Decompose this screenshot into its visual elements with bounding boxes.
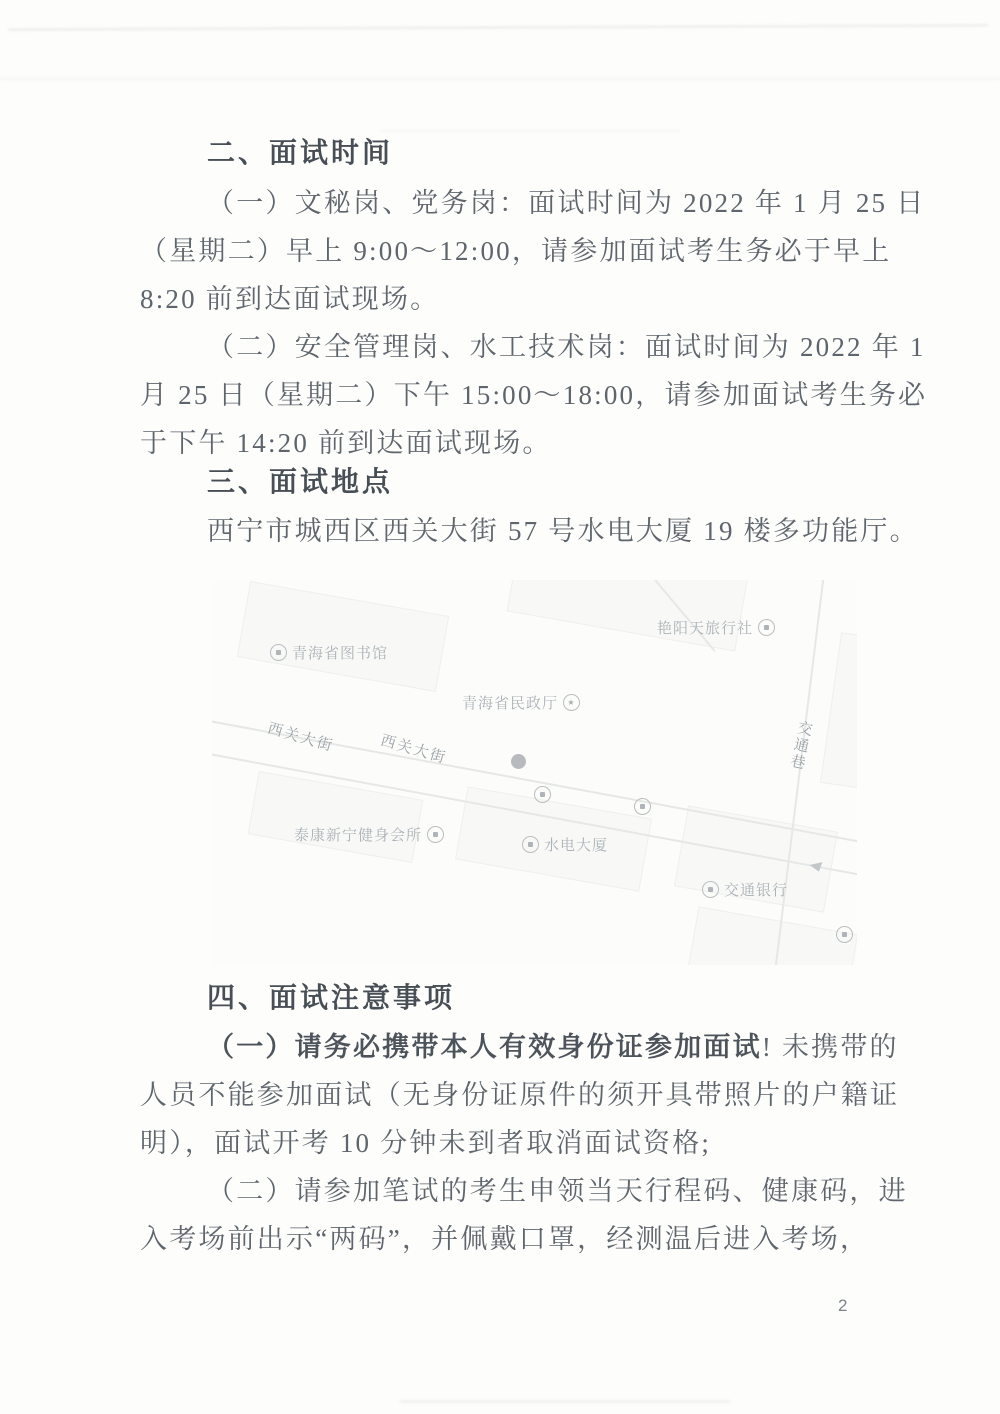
scan-artifact [0, 78, 1000, 80]
paragraph-line: 入考场前出示“两码”，并佩戴口罩，经测温后进入考场， [140, 1224, 870, 1254]
map-block [248, 771, 424, 863]
bus-stop-icon [634, 798, 651, 815]
paragraph-line: 月 25 日（星期二）下午 15:00～18:00，请参加面试考生务必 [140, 380, 928, 410]
gym-icon [427, 826, 444, 843]
map-poi-label: 青海省民政厅 [462, 695, 559, 712]
scan-artifact [380, 130, 680, 132]
cafe-icon [836, 926, 853, 943]
paragraph-line: 于下午 14:20 前到达面试现场。 [140, 428, 552, 458]
scan-artifact [8, 24, 988, 31]
travel-agency-icon [758, 619, 775, 636]
map-poi-gym [294, 824, 444, 845]
notes-bold-text: （一）请务必携带本人有效身份证参加面试 [207, 1032, 762, 1062]
section-heading-interview-notes: 四、面试注意事项 [207, 983, 456, 1014]
paragraph-line: 人员不能参加面试（无身份证原件的须开具带照片的户籍证 [140, 1080, 900, 1110]
map-poi-shuidian-tower [522, 834, 608, 855]
map-poi-label: 泰康新宁健身会所 [294, 827, 423, 844]
bus-stop-icon [534, 786, 551, 803]
map-poi-civil-affairs [462, 692, 580, 713]
paragraph-line: 西宁市城西区西关大街 57 号水电大厦 19 楼多功能厅。 [207, 516, 919, 546]
paragraph-line: （二）安全管理岗、水工技术岗：面试时间为 2022 年 1 [207, 332, 926, 362]
map-block [237, 581, 449, 692]
map-poi-label: 水电大厦 [544, 837, 609, 854]
notes-regular-text: ! 未携带的 [761, 1032, 899, 1062]
map-poi-label: 艳阳天旅行社 [657, 620, 754, 637]
paragraph-line: （二）请参加笔试的考生申领当天行程码、健康码，进 [207, 1176, 908, 1206]
venue-location-dot [511, 754, 526, 769]
paragraph-line: 明），面试开考 10 分钟未到者取消面试资格; [140, 1128, 712, 1158]
section-heading-interview-place: 三、面试地点 [207, 467, 394, 498]
paragraph-line: （星期二）早上 9:00～12:00，请参加面试考生务必于早上 [140, 236, 892, 266]
map-bus-stop [634, 798, 651, 815]
section-heading-interview-time: 二、面试时间 [207, 138, 394, 169]
page-number: 2 [838, 1296, 848, 1315]
paragraph-line: 8:20 前到达面试现场。 [140, 284, 440, 314]
map-block [507, 580, 750, 652]
paragraph-line [207, 1032, 899, 1062]
map-poi-library [270, 642, 388, 663]
bank-icon [702, 881, 719, 898]
map-poi-label: 青海省图书馆 [292, 645, 389, 662]
map-poi-label: 交通银行 [724, 882, 789, 899]
scan-artifact [400, 1400, 730, 1403]
street-label-xiguan: 西关大街 [265, 719, 336, 756]
map-bus-stop [534, 786, 551, 803]
map-poi-cafe [836, 926, 853, 943]
paragraph-line: （一）文秘岗、党务岗：面试时间为 2022 年 1 月 25 日 [207, 188, 926, 218]
map-poi-bank [702, 879, 788, 900]
location-map [212, 580, 857, 965]
map-block [820, 632, 857, 799]
map-poi-travel-agency [657, 617, 775, 638]
building-icon [522, 836, 539, 853]
library-icon [270, 644, 287, 661]
government-star-icon: ★ [563, 694, 580, 711]
map-block [688, 906, 857, 965]
street-label-xiguan: 西关大街 [378, 731, 449, 768]
street-label-jiaotong-lane: 交通巷 [786, 718, 815, 773]
